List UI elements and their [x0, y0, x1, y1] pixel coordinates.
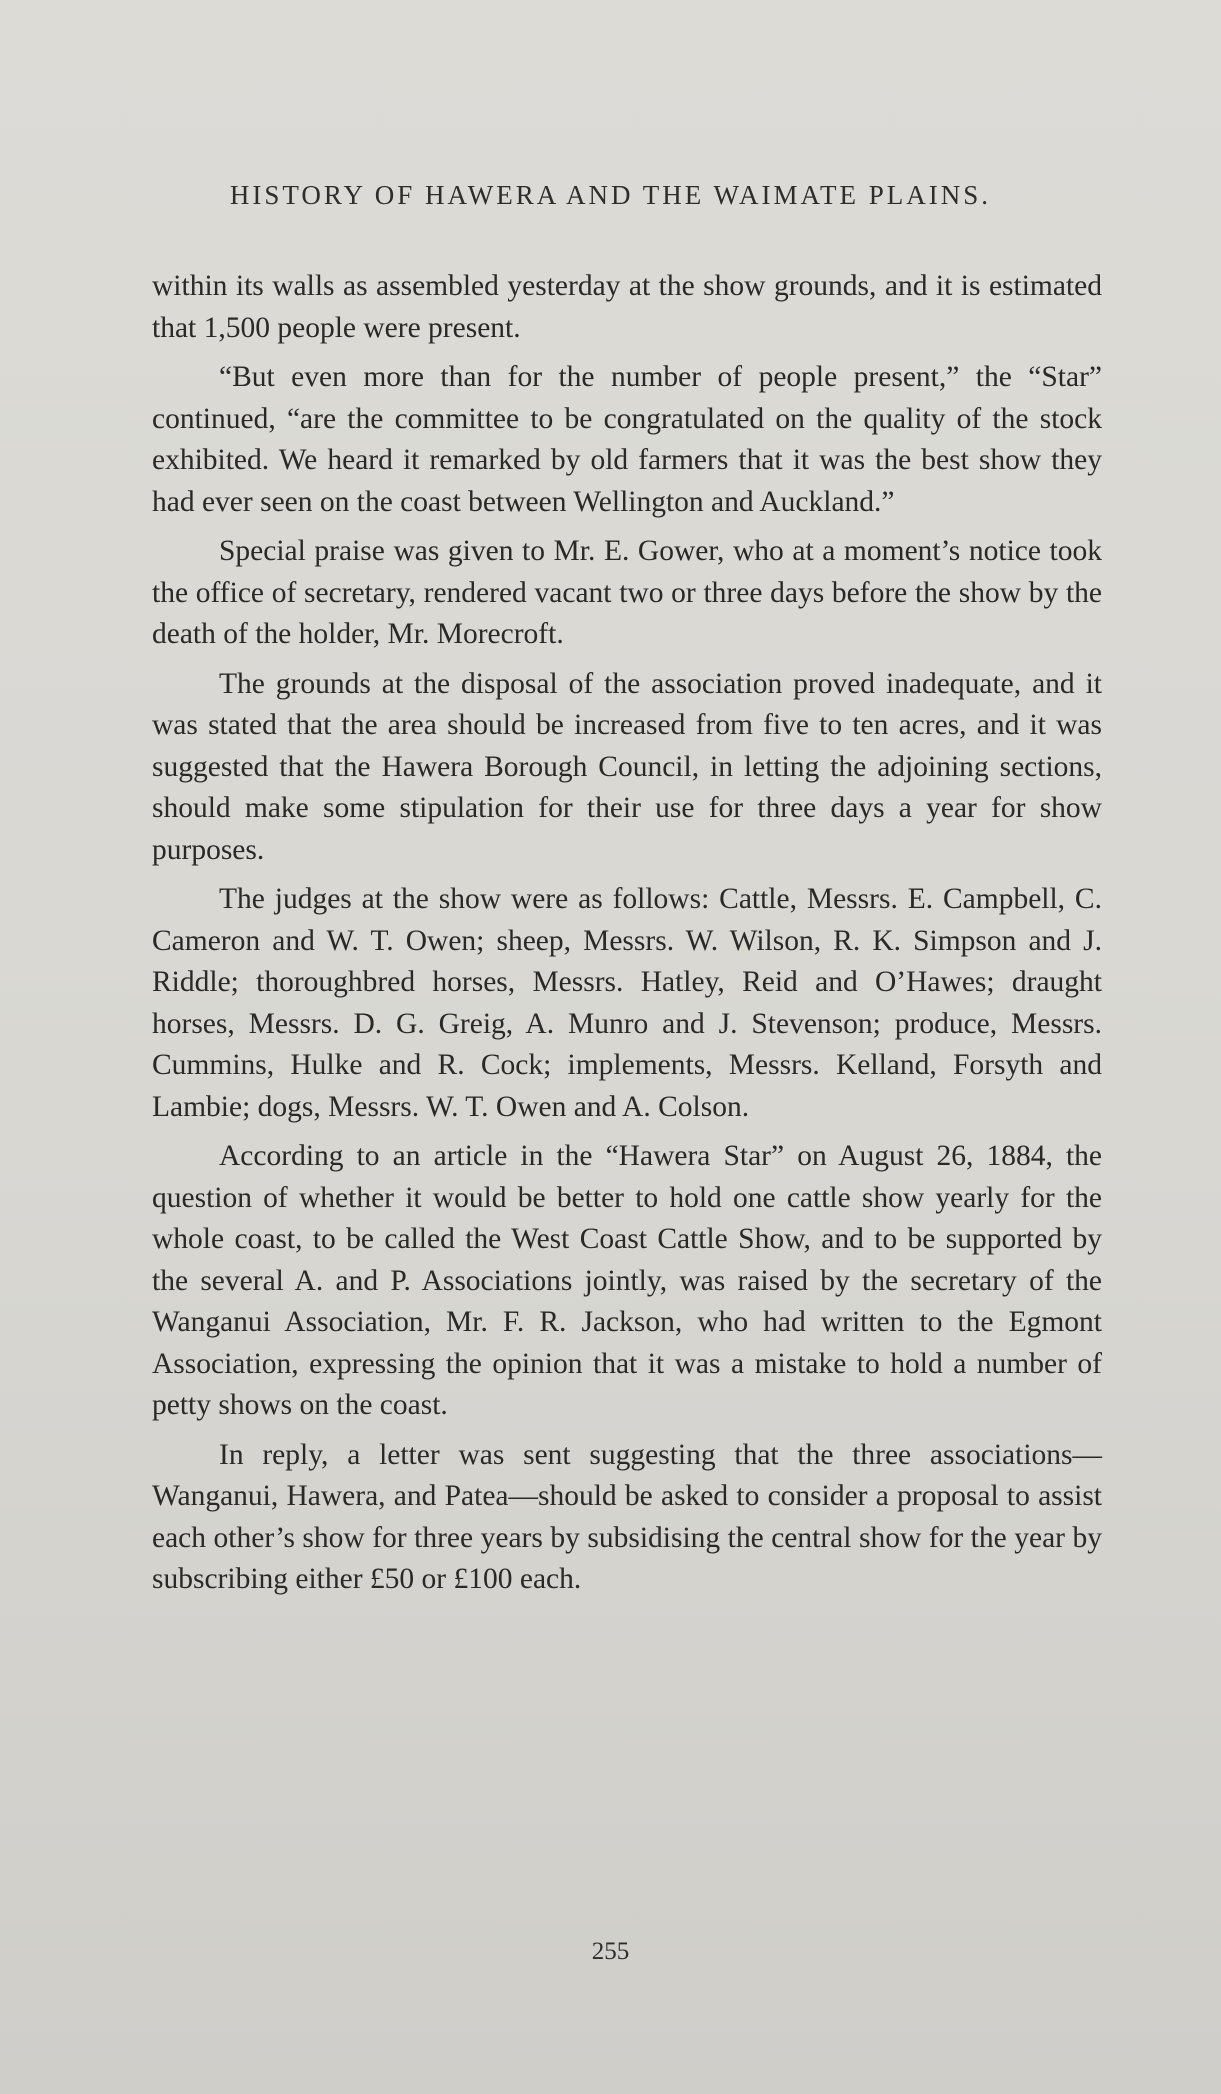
paragraph-west-coast-show: According to an article in the “Hawera Star” on August 26, 1884, the question of whether it would be better to hold one cattle show yearly for the whole coast, to be called the West Coast Cattle Show, and to be supported by the several A. and P. Associations jointly, was raised by the secretary of the Wanganui Association, Mr. F. R. Jackson, who had written to the Egmont Association, expressing the opinion that it was a mistake to hold a number of petty shows on the coast.	[152, 1140, 1102, 1421]
running-title: HISTORY OF HAWERA AND THE WAIMATE PLAINS.	[229, 180, 992, 210]
body-text	[152, 266, 1102, 1609]
paragraph-reply-letter: In reply, a letter was sent suggesting that the three associations—Wanganui, Hawera, and Patea—should be asked to consider a proposal to assist each other’s show for three years by subsidising the central show for the year by subscribing either £50 or £100 each.	[152, 1438, 1102, 1595]
page-number: 255	[591, 1938, 630, 1965]
paragraph-grounds: The grounds at the disposal of the association proved inadequate, and it was stated that the area should be increased from five to ten acres, and it was suggested that the Hawera Borough Council, in letting the adjoining sections, should make some stipulation for their use for three days a year for show purposes.	[152, 667, 1102, 866]
paragraph-star-quote: “But even more than for the number of people present,” the “Star” continued, “are the committee to be congratulated on the quality of the stock exhibited. We heard it remarked by old farmers that it was the best show they had ever seen on the coast between Wellington and Auckland.”	[152, 361, 1102, 518]
paragraph-gower-praise: Special praise was given to Mr. E. Gower, who at a moment’s notice took the office of secretary, rendered vacant two or three days before the show by the death of the holder, Mr. Morecroft.	[152, 535, 1102, 650]
paragraph-continued: within its walls as assembled yesterday at the show grounds, and it is estimated that 1,500 people were present.	[152, 270, 1102, 344]
paragraph-judges: The judges at the show were as follows: Cattle, Messrs. E. Campbell, C. Cameron and W. T. Owen; sheep, Messrs. W. Wilson, R. K. Simpson and J. Riddle; thoroughbred horses, Messrs. Hatley, Reid and O’Hawes; draught horses, Messrs. D. G. Greig, A. Munro and J. Stevenson; produce, Messrs. Cummins, Hulke and R. Cock; implements, Messrs. Kelland, Forsyth and Lambie; dogs, Messrs. W. T. Owen and A. Colson.	[152, 883, 1102, 1123]
